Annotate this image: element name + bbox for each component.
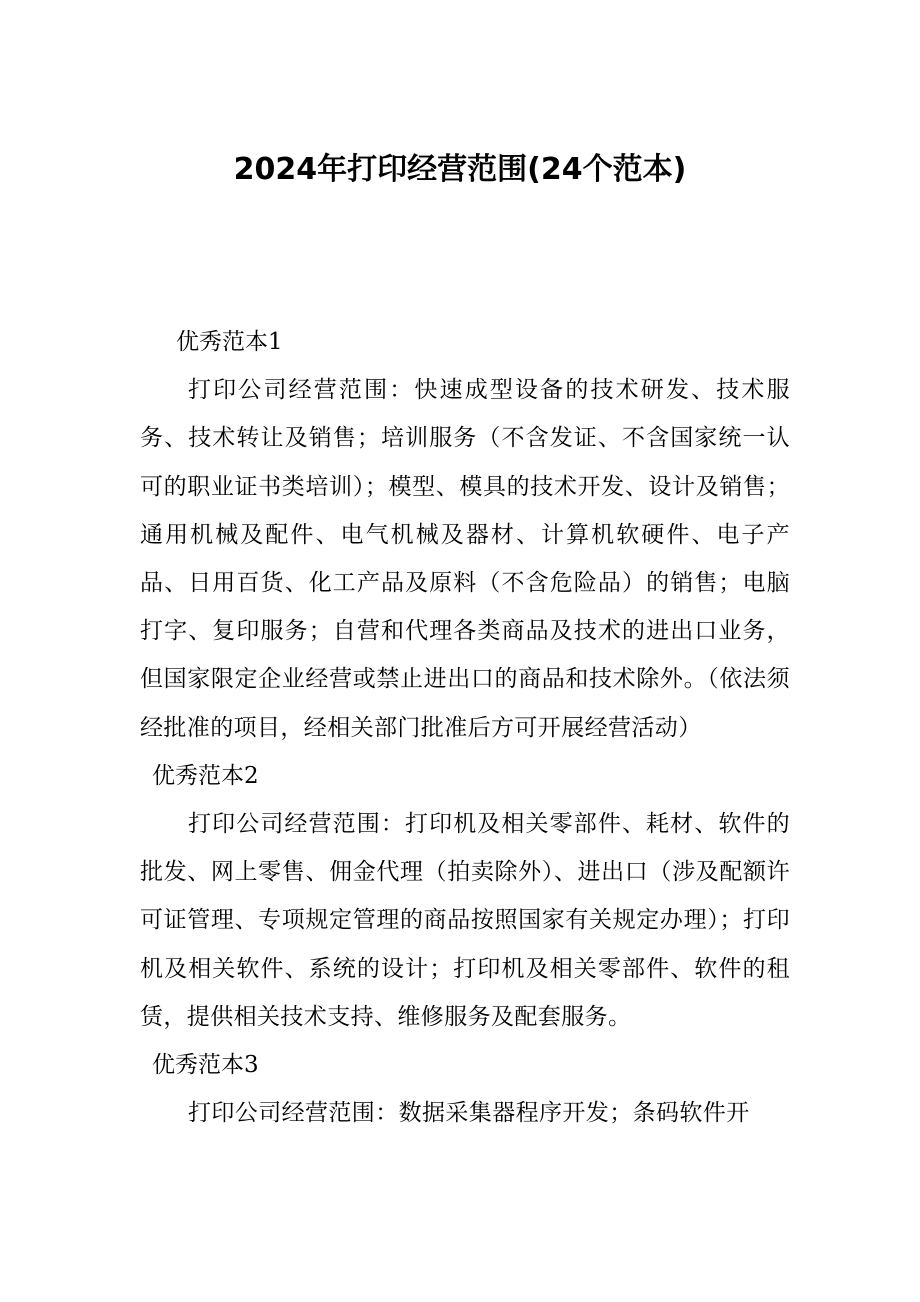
section-1 — [140, 318, 790, 752]
section-2 — [140, 752, 790, 1041]
document-title: 2024年打印经营范围(24个范本) — [233, 152, 687, 187]
section-paragraph: 打印公司经营范围：快速成型设备的技术研发、技术服务、技术转让及销售；培训服务（不含发证、不含国家统一认可的职业证书类培训）；模型、模具的技术开发、设计及销售；通用机械及配件、电气机械及器材、计算机软硬件、电子产品、日用百货、化工产品及原料（不含危险品）的销售；电脑打字、复印服务；自营和代理各类商品及技术的进出口业务，但国家限定企业经营或禁止进出口的商品和技术除外。（依法须经批准的项目，经相关部门批准后方可开展经营活动） — [140, 377, 790, 741]
document-body — [140, 318, 790, 1137]
section-heading: 优秀范本2 — [152, 762, 259, 789]
section-paragraph: 打印公司经营范围：打印机及相关零部件、耗材、软件的批发、网上零售、佣金代理（拍卖除外）、进出口（涉及配额许可证管理、专项规定管理的商品按照国家有关规定办理）；打印机及相关软件、系统的设计；打印机及相关零部件、软件的租赁，提供相关技术支持、维修服务及配套服务。 — [140, 811, 790, 1030]
section-paragraph: 打印公司经营范围：数据采集器程序开发；条码软件开 — [188, 1100, 750, 1127]
section-heading: 优秀范本3 — [152, 1052, 259, 1079]
section-3 — [140, 1041, 790, 1137]
section-heading: 优秀范本1 — [176, 329, 283, 355]
